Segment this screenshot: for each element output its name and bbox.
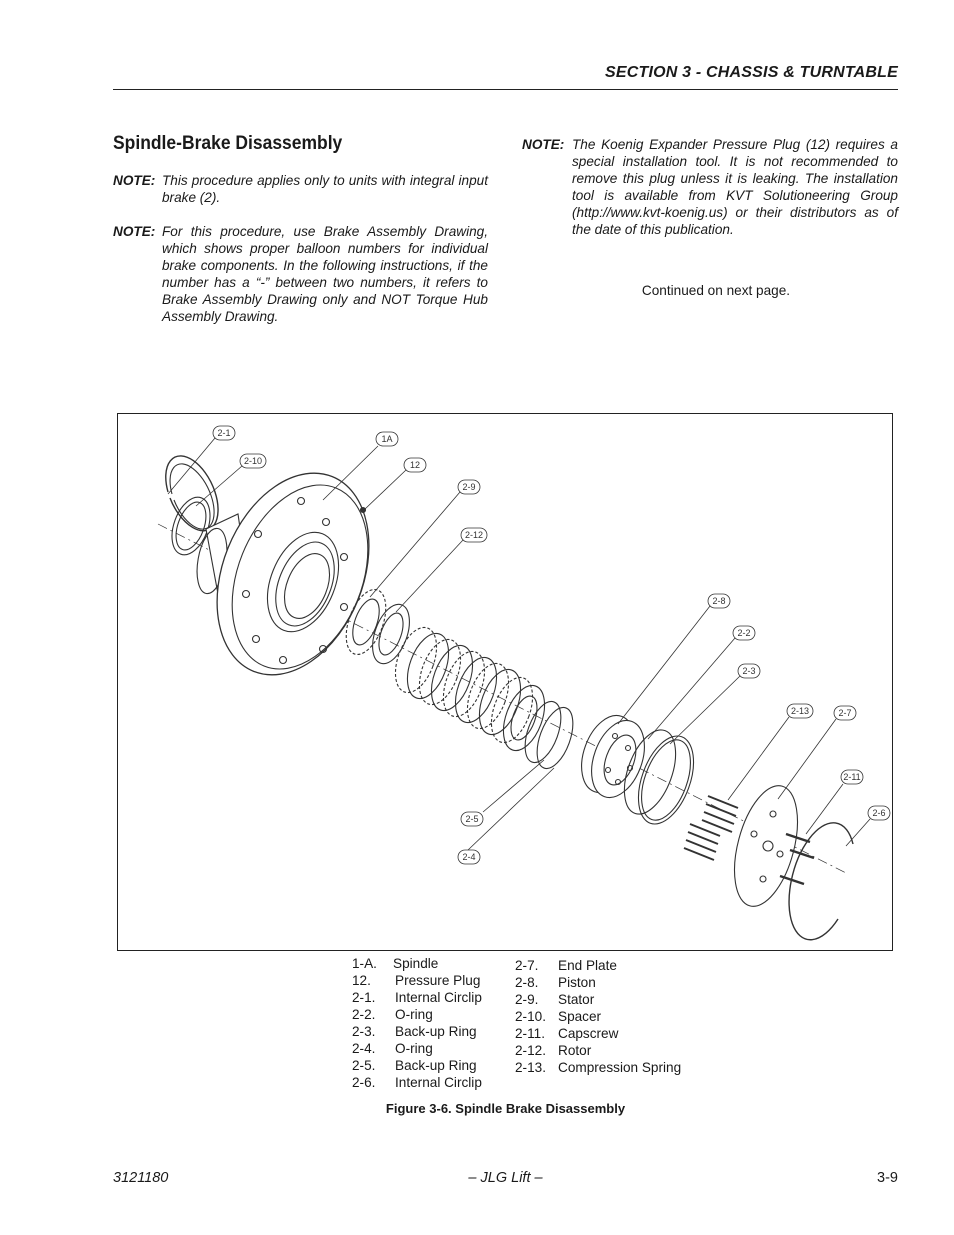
pressure-plug-part	[361, 508, 366, 513]
note-2	[113, 223, 488, 325]
legend-item: 2-11. Capscrew	[515, 1026, 619, 1041]
spindle-part	[189, 450, 397, 697]
note-text: This procedure applies only to units with integral input brake (2).	[162, 173, 488, 205]
note-1	[113, 172, 488, 206]
balloon-2-10: 2-10	[243, 456, 263, 466]
note-3	[522, 136, 898, 238]
balloon-2-9: 2-9	[462, 482, 476, 492]
header-rule	[113, 89, 898, 90]
balloon-2-4: 2-4	[462, 852, 476, 862]
compression-springs-part	[684, 796, 738, 860]
note-text: For this procedure, use Brake Assembly Drawing, which shows proper balloon numbers for individual brake components. In the following instructions, if the number has a “-” between two numbers, it refers to Brake Assembly Drawing only and NOT Torque Hub Assembly Drawing.	[162, 224, 488, 324]
note-label: NOTE:	[113, 224, 156, 239]
legend-item: 2-8. Piston	[515, 975, 596, 990]
legend-item: 2-10. Spacer	[515, 1009, 602, 1024]
legend-right	[515, 957, 715, 1076]
legend-item: 2-13. Compression Spring	[515, 1060, 682, 1075]
balloon-1a: 1A	[381, 434, 393, 444]
exploded-view-figure	[117, 413, 893, 951]
figure-caption: Figure 3-6. Spindle Brake Disassembly	[385, 1101, 626, 1116]
legend-item: 2-7. End Plate	[515, 958, 617, 973]
balloon-2-12: 2-12	[464, 530, 484, 540]
brake-disc-stack	[387, 622, 552, 756]
footer-center: – JLG Lift –	[468, 1170, 543, 1186]
exploded-view-drawing	[118, 414, 892, 950]
page-title: Spindle-Brake Disassembly	[113, 133, 343, 154]
legend-item: 2-9. Stator	[515, 992, 595, 1007]
legend-item: 2-3. Back-up Ring	[352, 1024, 477, 1039]
legend-item: 2-4. O-ring	[352, 1041, 433, 1056]
balloon-2-8: 2-8	[712, 596, 726, 606]
legend-item: 2-5. Back-up Ring	[352, 1058, 477, 1073]
legend-item: 2-12. Rotor	[515, 1043, 592, 1058]
continued-note: Continued on next page.	[641, 283, 791, 298]
note-label: NOTE:	[113, 173, 156, 188]
balloon-2-6: 2-6	[872, 808, 886, 818]
balloon-2-11: 2-11	[843, 772, 861, 782]
note-text: The Koenig Expander Pressure Plug (12) requires a special installation tool. It is not recommended to remove this plug unless it is leaking. The installation tool is available from KVT Solutioneering Group (http://www.kvt-koenig.us) or their distributors as of the date of this publication.	[572, 137, 898, 237]
footer-page-number: 3-9	[877, 1170, 898, 1186]
balloon-2-2: 2-2	[737, 628, 751, 638]
legend-item: 12. Pressure Plug	[352, 973, 481, 988]
balloon-12: 12	[409, 460, 421, 470]
note-label: NOTE:	[522, 137, 565, 152]
legend-item: 2-1. Internal Circlip	[352, 990, 482, 1005]
balloon-2-1: 2-1	[217, 428, 231, 438]
section-header: SECTION 3 - CHASSIS & TURNTABLE	[604, 64, 898, 81]
legend-item: 1-A. Spindle	[352, 956, 439, 971]
legend-item: 2-2. O-ring	[352, 1007, 433, 1022]
balloon-2-3: 2-3	[742, 666, 756, 676]
end-plate-part	[723, 779, 809, 913]
balloon-2-7: 2-7	[838, 708, 852, 718]
balloon-2-5: 2-5	[465, 814, 479, 824]
balloon-2-13: 2-13	[790, 706, 810, 716]
footer-doc-number: 3121180	[113, 1170, 169, 1186]
legend-left	[352, 955, 512, 1091]
legend-item: 2-6. Internal Circlip	[352, 1075, 482, 1090]
